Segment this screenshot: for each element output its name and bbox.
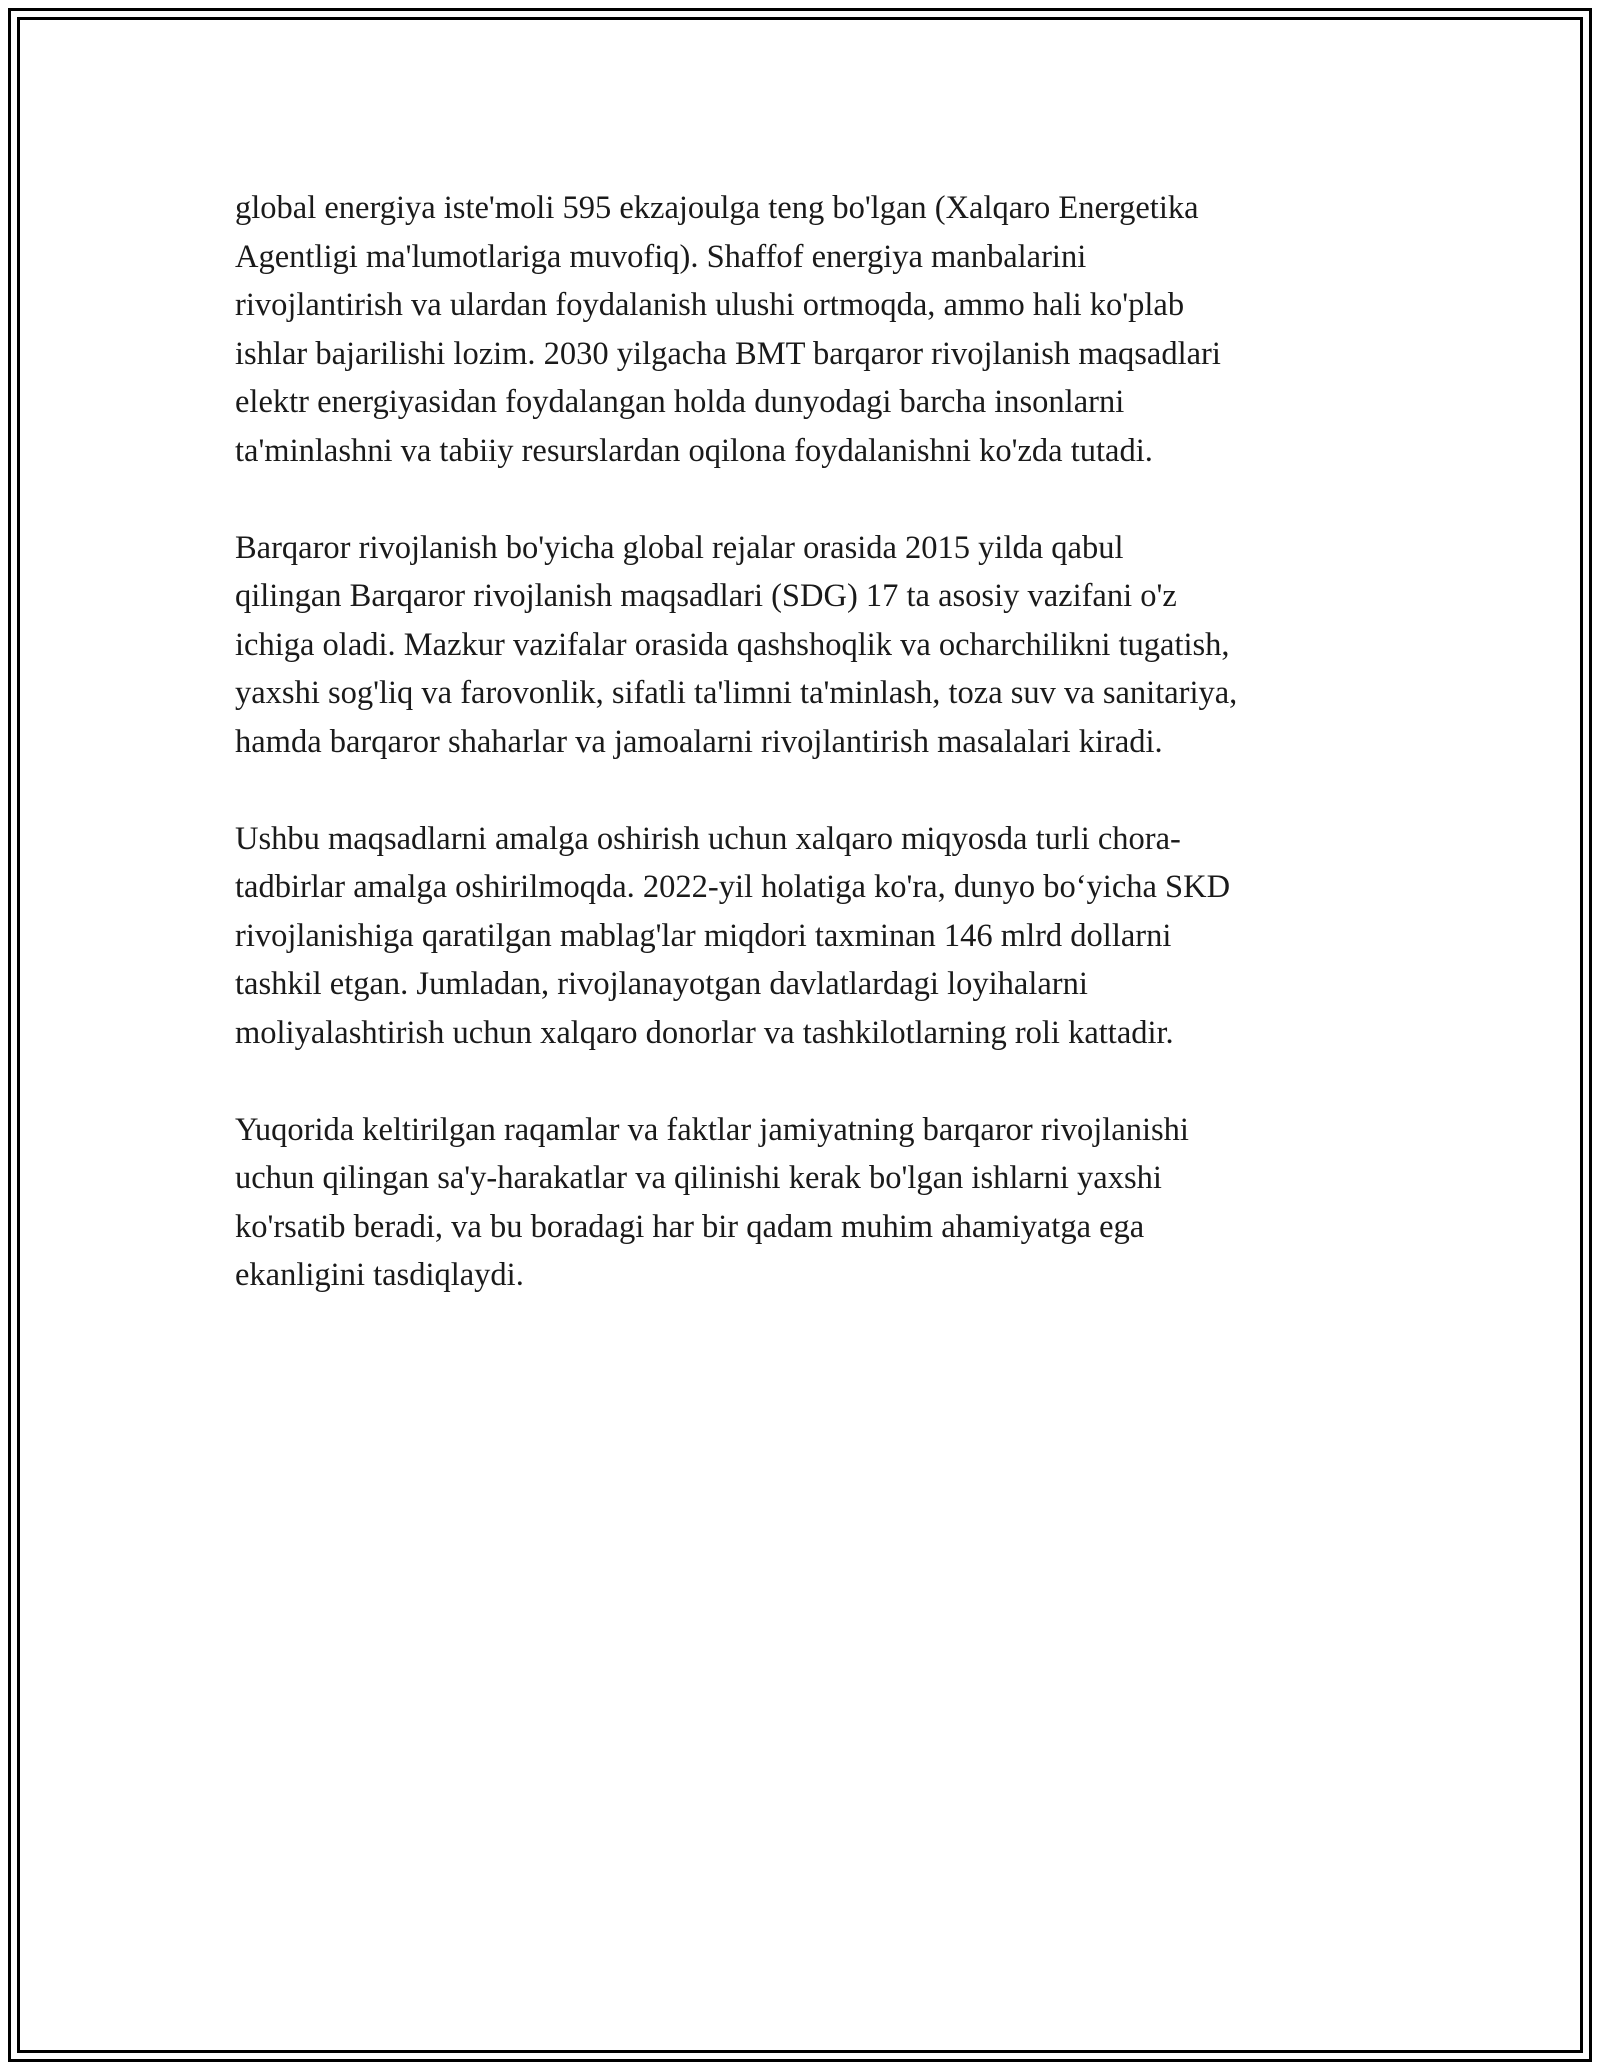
paragraph-conclusion: Yuqorida keltirilgan raqamlar va faktlar jamiyatning barqaror rivojlanishi uchun qilingan sa'y-harakatlar va qilinishi kerak bo'lgan ishlarni yaxshi ko'rsatib beradi, va bu boradagi har bir qadam muhim ahamiyatga ega ekanligini tasdiqlaydi.: [235, 1111, 1189, 1293]
document-body: [235, 184, 1375, 1348]
paragraph-sdg-goals: Barqaror rivojlanish bo'yicha global rejalar orasida 2015 yilda qabul qilingan Barqaror rivojlanish maqsadlari (SDG) 17 ta asosiy vazifani o'z ichiga oladi. Mazkur vazifalar orasida qashshoqlik va ocharchilikni tugatish, yaxshi sog'liq va farovonlik, sifatli ta'limni ta'minlash, toza suv va sanitariya, hamda barqaror shaharlar va jamoalarni rivojlantirish masalalari kiradi.: [235, 529, 1238, 760]
paragraph-energy-consumption: global energiya iste'moli 595 ekzajoulga teng bo'lgan (Xalqaro Energetika Agentligi ma'lumotlariga muvofiq). Shaffof energiya manbalarini rivojlantirish va ulardan foydalanish ulushi ortmoqda, ammo hali ko'plab ishlar bajarilishi lozim. 2030 yilgacha BMT barqaror rivojlanish maqsadlari elektr energiyasidan foydalangan holda dunyodagi barcha insonlarni ta'minlashni va tabiiy resurslardan oqilona foydalanishni ko'zda tutadi.: [235, 190, 1221, 469]
paragraph-funding: Ushbu maqsadlarni amalga oshirish uchun xalqaro miqyosda turli chora- tadbirlar amalga oshirilmoqda. 2022-yil holatiga ko'ra, dunyo bo‘yicha SKD rivojlanishiga qaratilgan mablag'lar miqdori taxminan 146 mlrd dollarni tashkil etgan. Jumladan, rivojlanayotgan davlatlardagi loyihalarni moliyalashtirish uchun xalqaro donorlar va tashkilotlarning roli kattadir.: [235, 820, 1231, 1051]
